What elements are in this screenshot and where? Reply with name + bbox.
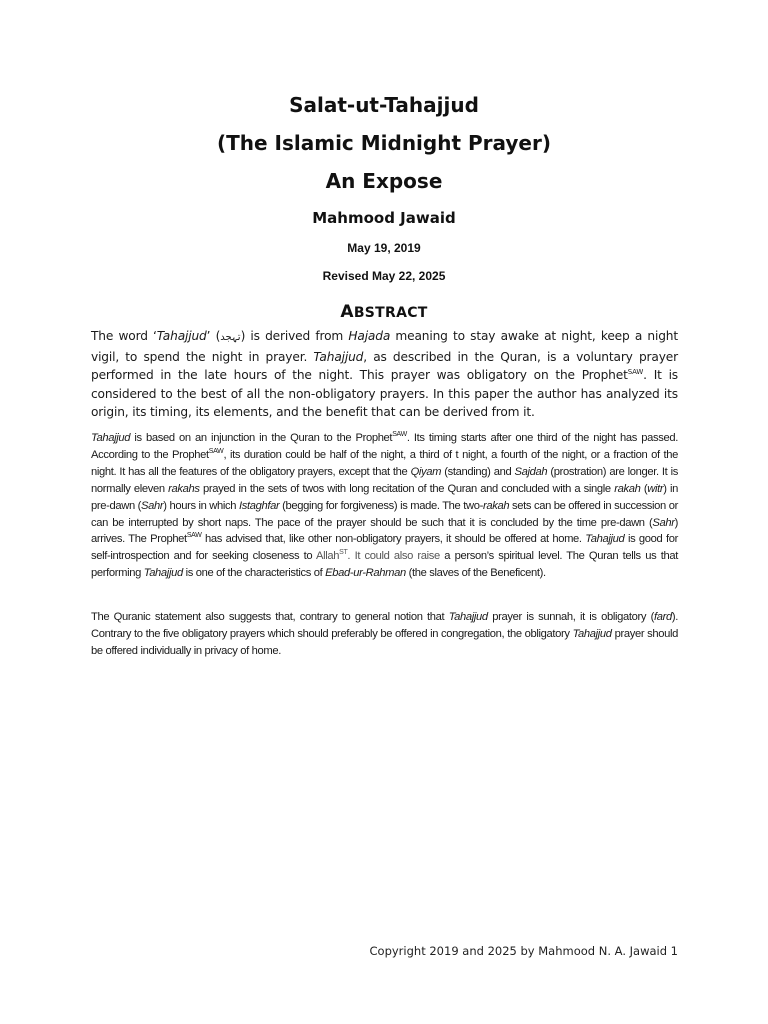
italic-term: witr — [647, 482, 664, 495]
honorific-superscript: SAW — [392, 431, 407, 438]
text-span: meaning to stay awake at night, keep a night vigil, to spend the night in prayer. — [91, 329, 679, 364]
text-span: a person’s spiritual level. The Quran tells us that performing — [91, 550, 678, 580]
text-span: . Its timing starts after one third of the night has passed. According to the Prophet — [91, 432, 678, 461]
text-span: ) arrives. The Prophet — [91, 516, 678, 546]
italic-term: rakah — [482, 499, 510, 512]
text-span: The word ‘ — [91, 329, 157, 343]
text-span: . It could also raise — [347, 550, 440, 563]
text-span: . It is considered to the best of all the non-obligatory prayers. In this paper the author has analyzed its origin, its timing, its elements, and the benefit that can be derived from it. — [91, 368, 679, 420]
title-line-3: An Expose — [325, 169, 443, 193]
text-span: ) hours in which — [163, 499, 239, 512]
text-span: ). Contrary to the five obligatory prayers which should preferably be offered in congregation, the obligatory — [91, 611, 678, 640]
text-span: sets can be offered in succession or can be interrupted by short naps. The pace of the prayer should be such that it is concluded by the time pre-dawn ( — [91, 499, 678, 529]
text-span: ) in pre-dawn ( — [91, 482, 679, 512]
text-span: , as described in the Quran, is a voluntary prayer performed in the late hours of the night. This prayer was obligatory on the Prophet — [91, 349, 678, 383]
text-span: prayer is sunnah, it is obligatory ( — [487, 611, 654, 623]
abstract-heading-rest: BSTRACT — [353, 305, 428, 321]
publication-date: May 19, 2019 — [347, 241, 421, 255]
text-span: (the slaves of the Beneficent). — [405, 567, 546, 580]
honorific-superscript: ST — [339, 549, 348, 557]
text-span: ) is derived from — [240, 329, 349, 343]
text-span: prayed in the sets of twos with long recitation of the Quran and concluded with a single — [199, 482, 615, 495]
italic-term: Tahajjud — [448, 611, 488, 623]
copyright-footer: Copyright 2019 and 2025 by Mahmood N. A. Jawaid 1 — [369, 944, 678, 958]
italic-term: Hajada — [348, 329, 391, 343]
italic-term: Sahr — [652, 516, 675, 529]
italic-term: Tahajjud — [143, 567, 183, 580]
italic-term: Tahajjud — [313, 349, 364, 364]
italic-term: Sajdah — [514, 465, 548, 478]
text-span: Allah — [316, 550, 340, 563]
text-span: has advised that, like other non-obligatory prayers, it should be offered at home. — [201, 533, 586, 546]
title-line-2: (The Islamic Midnight Prayer) — [216, 131, 551, 155]
revised-date: Revised May 22, 2025 — [322, 269, 446, 283]
italic-term: rakahs — [168, 482, 200, 495]
honorific-superscript: SAW — [208, 447, 224, 455]
text-span: (standing) and — [441, 465, 515, 478]
text-span: is based on an injunction in the Quran to the Prophet — [130, 432, 393, 444]
italic-term: Ebad-ur-Rahman — [325, 567, 406, 580]
text-span: (begging for forgiveness) is made. The two- — [279, 499, 483, 512]
abstract-paragraph-3 — [91, 609, 678, 660]
text-span: prayer should be offered individually in privacy of home. — [91, 627, 678, 657]
abstract-heading — [0, 302, 768, 322]
title-line-1: Salat-ut-Tahajjud — [289, 93, 479, 117]
italic-term: Tahajjud — [156, 329, 207, 343]
italic-term: Tahajjud — [585, 533, 625, 546]
italic-term: Tahajjud — [91, 432, 131, 444]
italic-term: Istaghfar — [238, 499, 280, 512]
abstract-paragraph-1 — [91, 327, 678, 422]
text-span: is good for self-introspection and for seeking closeness to — [91, 533, 679, 563]
arabic-term: تہجد — [220, 332, 241, 343]
abstract-heading-initial: A — [340, 302, 354, 322]
honorific-superscript: SAW — [186, 532, 202, 540]
text-span: ( — [640, 482, 648, 495]
text-span: The Quranic statement also suggests that, contrary to general notion that — [91, 611, 449, 623]
text-span: is one of the characteristics of — [182, 567, 326, 580]
title-block — [0, 92, 768, 283]
author-name: Mahmood Jawaid — [312, 209, 456, 227]
italic-term: fard — [653, 611, 672, 623]
text-span: ’ ( — [206, 329, 221, 343]
italic-term: Qiyam — [410, 465, 442, 478]
italic-term: Tahajjud — [572, 627, 612, 640]
italic-term: Sahr — [141, 499, 164, 512]
text-span: , its duration could be half of the night, a third of t night, a fourth of the night, or a fraction of the night. It has all the features of the obligatory prayers, except that the — [91, 448, 678, 478]
text-span: (prostration) are longer. It is normally eleven — [91, 465, 678, 495]
honorific-superscript: SAW — [627, 368, 644, 377]
abstract-paragraph-2 — [91, 430, 678, 582]
italic-term: rakah — [614, 482, 641, 495]
